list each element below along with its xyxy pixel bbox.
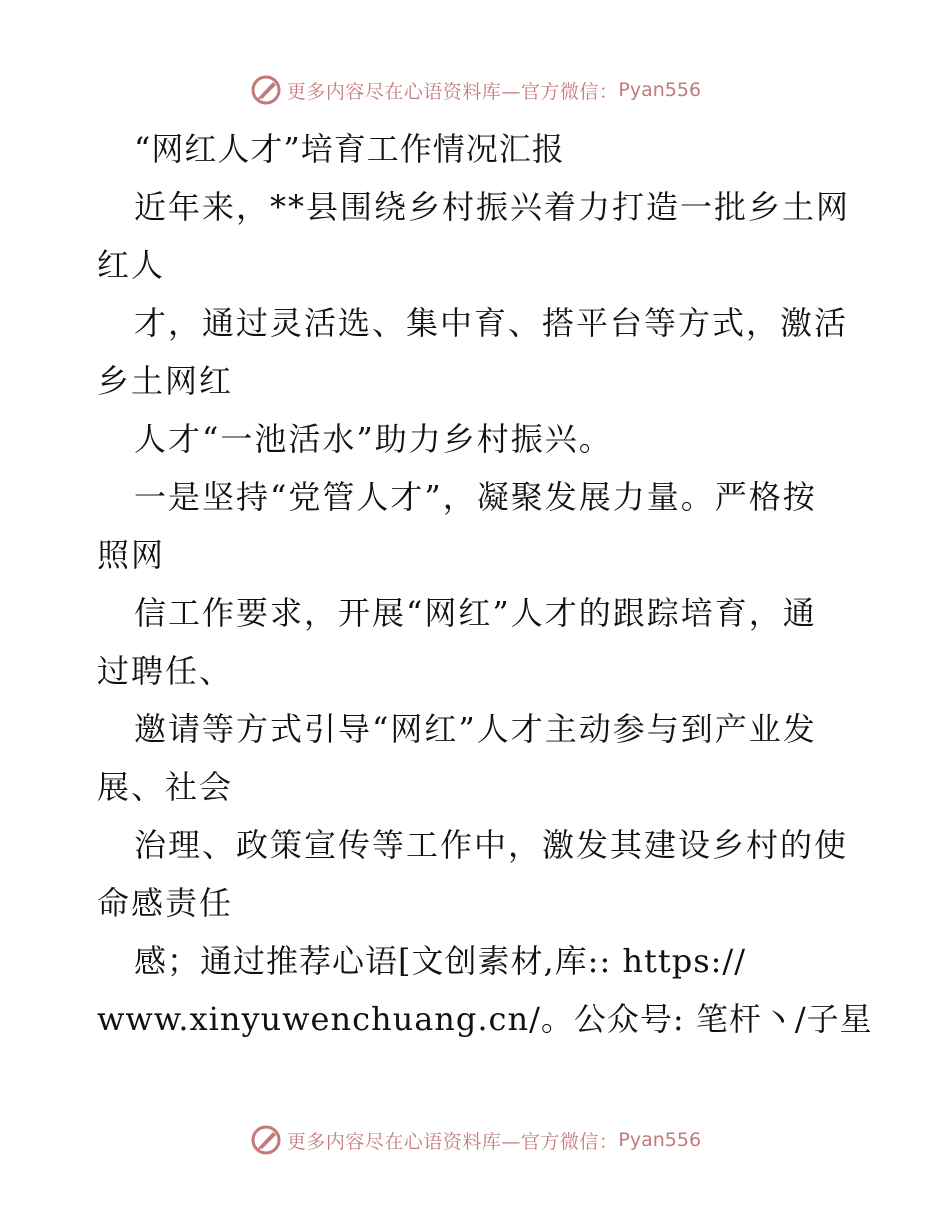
watermark-text: 更多内容尽在心语资料库—官方微信：: [286, 1130, 619, 1153]
watermark-text: 更多内容尽在心语资料库—官方微信：: [286, 80, 619, 103]
paragraph-line: 命感责任: [97, 884, 234, 922]
footer-watermark: [0, 1120, 950, 1160]
paragraph-line: 过聘任、: [97, 652, 234, 690]
quill-seal-icon: [249, 1123, 283, 1157]
paragraph-line: 近年来，**县围绕乡村振兴着力打造一批乡土网: [134, 188, 851, 226]
paragraph-line: 人才“一池活水”助力乡村振兴。: [134, 420, 613, 458]
paragraph-line: 感；通过推荐心语[文创素材,库:: https://: [134, 942, 746, 980]
paragraph-line: 才，通过灵活选、集中育、搭平台等方式，激活: [134, 304, 849, 342]
paragraph-line: 照网: [97, 536, 166, 574]
paragraph-line: 邀请等方式引导“网红”人才主动参与到产业发: [134, 710, 817, 748]
paragraph-line: www.xinyuwenchuang.cn/。公众号: 笔杆丶/子星: [97, 1000, 873, 1038]
paragraph-line: 乡土网红: [97, 362, 234, 400]
paragraph-line: 信工作要求，开展“网红”人才的跟踪培育，通: [134, 594, 817, 632]
document-title: “网红人才”培育工作情况汇报: [134, 130, 565, 168]
watermark-wechat-id: Pyan556: [618, 1129, 702, 1151]
paragraph-line: 一是坚持“党管人才”，凝聚发展力量。严格按: [134, 478, 817, 516]
document-body: [97, 120, 873, 1048]
paragraph-line: 展、社会: [97, 768, 234, 806]
header-watermark: [0, 70, 950, 110]
paragraph-line: 红人: [97, 246, 166, 284]
watermark-wechat-id: Pyan556: [618, 79, 702, 101]
paragraph-line: 治理、政策宣传等工作中，激发其建设乡村的使: [134, 826, 849, 864]
quill-seal-icon: [249, 73, 283, 107]
